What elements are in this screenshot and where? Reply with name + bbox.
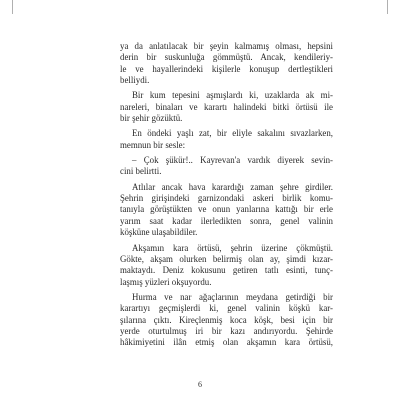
text-line: Akşamın kara örtüsü, şehrin üzerine çökmüştü. (132, 242, 333, 253)
text-line: yarım saat kadar ilerledikten sonra, genel valinin (120, 215, 333, 226)
text-line: derin bir suskunluğa gömmüştü. Ancak, kendileriy- (120, 52, 333, 63)
text-line: cini belirtti. (120, 166, 162, 177)
text-line: Şehrin girişindeki garnizondaki askeri birlik komu- (120, 193, 333, 204)
text-line: tanıyla görüştükten ve onun yanlarına kattığı bir erle (120, 204, 333, 215)
page-number: 6 (198, 380, 202, 389)
text-line: karartıyı geçmişlerdi ki, genel valinin köşkü kar- (120, 303, 333, 314)
paragraph (120, 182, 333, 239)
text-line: maktaydı. Deniz kokusunu getiren tatlı esinti, tunç- (120, 265, 333, 276)
body-text (120, 41, 333, 349)
text-line: belliydi. (120, 75, 150, 86)
text-line: Bir kum tepesini aşmışlardı ki, uzaklarda ak mi- (132, 90, 333, 101)
text-line: bir şehir gözüktü. (120, 113, 183, 124)
text-line: Hurma ve nar ağaçlarının meydana getirdiği bir (132, 291, 333, 302)
dialogue-paragraph (120, 155, 333, 178)
text-line: Atlılar ancak hava karardığı zaman şehre girdiler. (132, 181, 333, 192)
text-line: – Çok şükür!.. Kayrevan'a vardık diyerek sevin- (132, 155, 333, 166)
text-line: yerde oturtulmuş iri bir kazı andırıyordu. Şehirde (120, 325, 333, 336)
text-line: Gökte, akşam olurken belirmiş olan ay, şimdi kızar- (120, 253, 333, 264)
text-line: En öndeki yaşlı zat, bir eliyle sakalını sıvazlarken, (132, 128, 333, 139)
text-line: ya da anlatılacak bir şeyin kalmamış olması, hepsini (120, 41, 333, 51)
crop-mark-right (387, 0, 388, 14)
paragraph (120, 243, 333, 288)
crop-mark-left (12, 0, 13, 14)
text-line: laşmış yüzleri okşuyordu. (120, 276, 212, 287)
paragraph (120, 128, 333, 151)
text-line: hâkimiyetini ilân etmiş olan akşamın kara örtüsü, (120, 337, 333, 348)
text-line: memnun bir sesle: (120, 139, 186, 150)
text-line: şılarına çıktı. Kireçlenmiş koca köşk, besi için bir (120, 314, 333, 325)
paragraph (120, 41, 333, 86)
paragraph (120, 90, 333, 124)
paragraph (120, 292, 333, 349)
text-line: köşküne ulaşabildiler. (120, 227, 198, 238)
text-line: nareleri, binaları ve karartı halindeki bitki örtüsü ile (120, 101, 333, 112)
text-line: le ve hayallerindeki kişilerle konuşup dertleştikleri (120, 63, 333, 74)
